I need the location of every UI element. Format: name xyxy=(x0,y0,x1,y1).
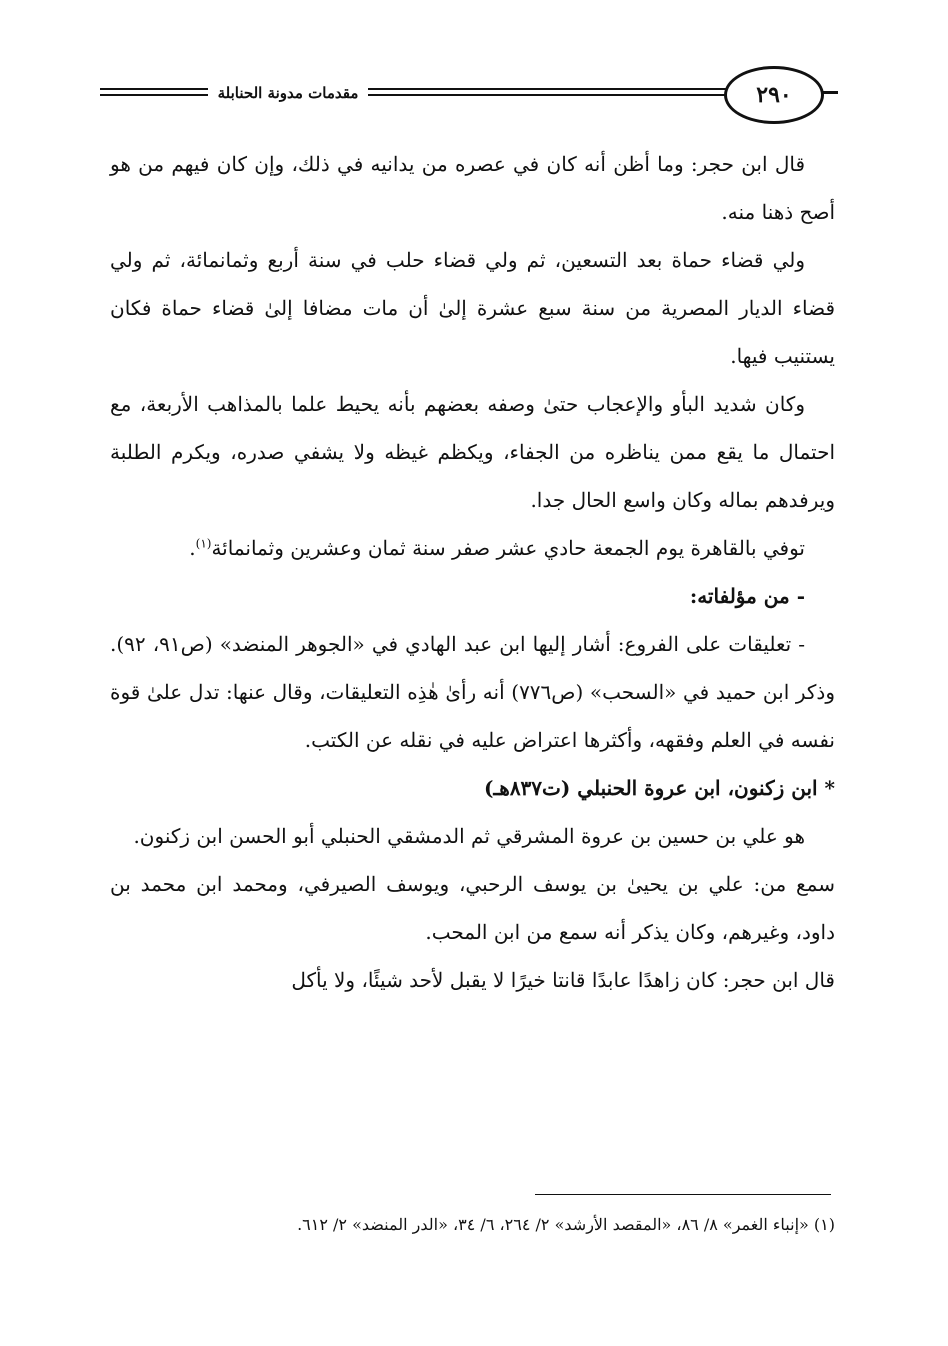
paragraph: قال ابن حجر: كان زاهدًا عابدًا قانتا خيرًا لا يقبل لأحد شيئًا، ولا يأكل xyxy=(291,968,835,992)
footnote-separator xyxy=(535,1194,831,1195)
paragraph-tail: . xyxy=(189,536,196,560)
body-text xyxy=(110,140,835,1004)
running-title: مقدمات مدونة الحنابلة xyxy=(208,84,368,102)
page-header xyxy=(100,62,838,126)
page-number: ٢٩٠ xyxy=(724,66,824,124)
paragraph-with-footnote xyxy=(110,524,835,572)
footnote-reference[interactable]: (١) xyxy=(195,536,212,551)
paragraph: وكان شديد البأو والإعجاب حتىٰ وصفه بعضهم بأنه يحيط علما بالمذاهب الأربعة، مع احتمال ما يقع ممن يناظره من الجفاء، ويكظم غيظه ولا يشفي صدره، ويكرم الطلبة ويرفدهم بماله وكان واسع الحال جدا. xyxy=(110,392,835,512)
paragraph: - تعليقات على الفروع: أشار إليها ابن عبد الهادي في «الجوهر المنضد» (ص٩١، ٩٢). وذكر ابن حميد في «السحب» (ص٧٧٦) أنه رأىٰ هٰذِه التعليقات، وقال عنها: تدل علىٰ قوة نفسه في العلم وفقهه، وأكثرها اعتراض عليه في نقله عن الكتب. xyxy=(110,632,835,752)
paragraph-text: توفي بالقاهرة يوم الجمعة حادي عشر صفر سنة ثمان وعشرين وثمانمائة xyxy=(211,536,805,560)
paragraph: قال ابن حجر: وما أظن أنه كان في عصره من يدانيه في ذلك، وإن كان فيهم من هو أصح ذهنا منه. xyxy=(110,152,835,224)
section-subheading: - من مؤلفاته: xyxy=(689,584,805,608)
paragraph: سمع من: علي بن يحيىٰ بن يوسف الرحبي، ويوسف الصيرفي، ومحمد ابن محمد بن داود، وغيرهم، وكان يذكر أنه سمع من ابن المحب. xyxy=(110,872,835,944)
paragraph: ولي قضاء حماة بعد التسعين، ثم ولي قضاء حلب في سنة أربع وثمانمائة، ثم ولي قضاء الديار المصرية من سنة سبع عشرة إلىٰ أن مات مضافا إلىٰ قضاء حماة فكان يستنيب فيها. xyxy=(110,248,835,368)
footnote: (١) «إنباء الغمر» ٨/ ٨٦، «المقصد الأرشد» ٢/ ٢٦٤، ٦/ ٣٤، «الدر المنضد» ٢/ ٦١٢. xyxy=(297,1215,835,1234)
biography-entry-heading: * ابن زكنون، ابن عروة الحنبلي (ت٨٣٧هـ) xyxy=(483,776,835,800)
paragraph: هو علي بن حسين بن عروة المشرقي ثم الدمشقي الحنبلي أبو الحسن ابن زكنون. xyxy=(133,824,805,848)
